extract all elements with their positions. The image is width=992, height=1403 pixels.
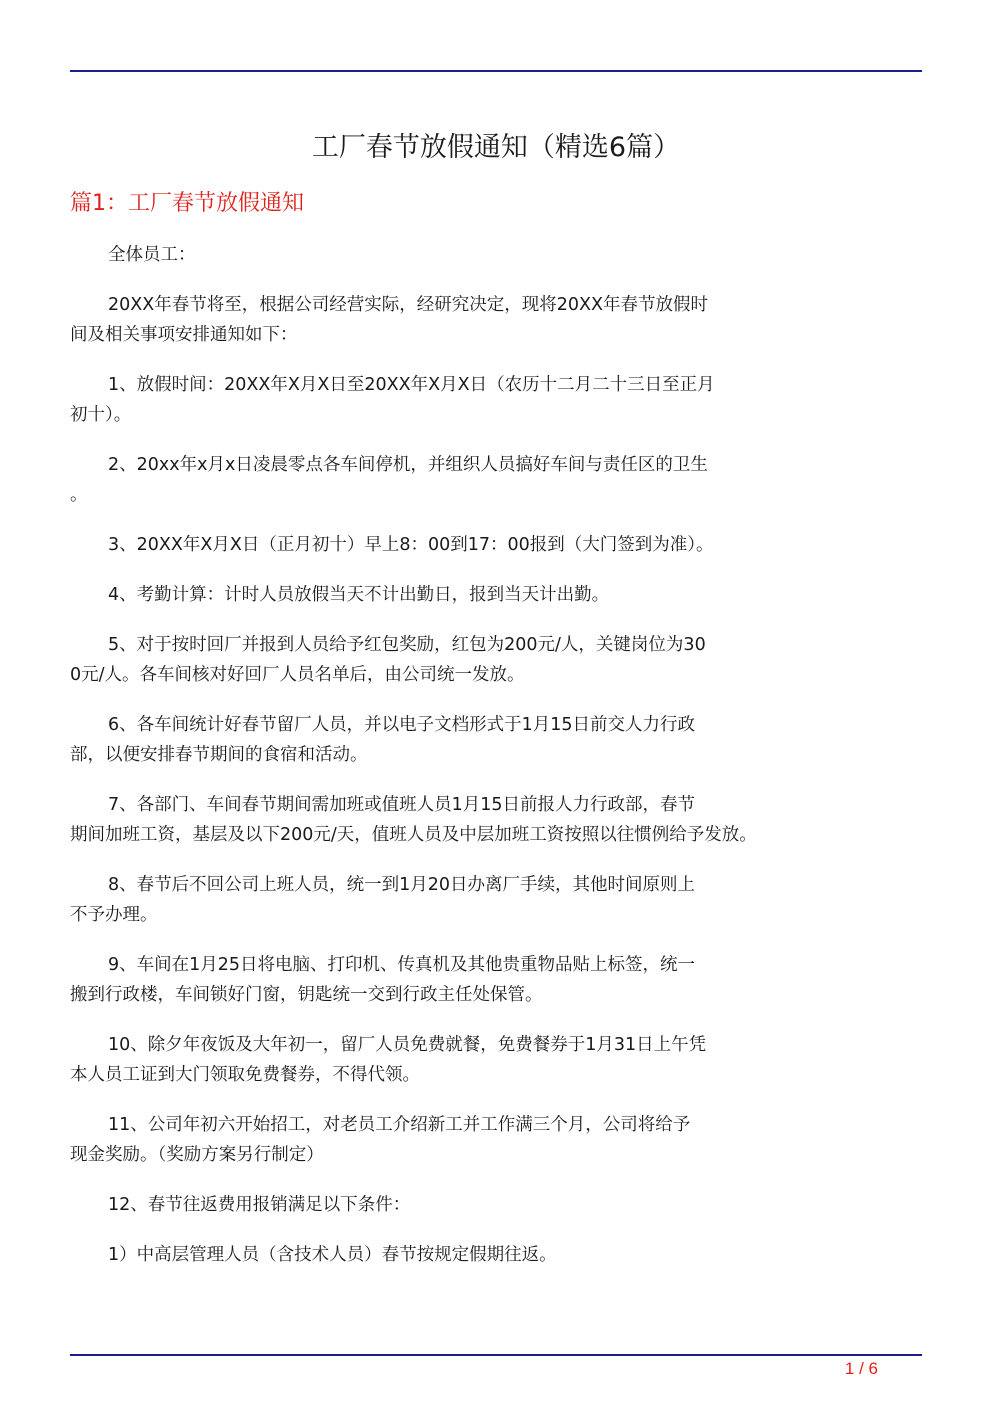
- paragraph-item-1: 1、放假时间：20XX年X月X日至20XX年X月X日（农历十二月二十三日至正月 初十）。: [70, 375, 715, 425]
- paragraph-item-10: 10、除夕年夜饭及大年初一，留厂人员免费就餐，免费餐券于1月31日上午凭 本人员工证到大门领取免费餐券，不得代领。: [70, 1035, 707, 1085]
- paragraph-item-3: 3、20XX年X月X日（正月初十）早上8：00到17：00报到（大门签到为准）。: [108, 535, 714, 555]
- paragraph-item-12: 12、春节往返费用报销满足以下条件：: [108, 1195, 411, 1215]
- paragraph-item-4: 4、考勤计算：计时人员放假当天不计出勤日，报到当天计出勤。: [108, 585, 610, 605]
- paragraph-item-2: 2、20xx年x月x日凌晨零点各车间停机，并组织人员搞好车间与责任区的卫生 。: [70, 455, 708, 505]
- paragraph-item-8: 8、春节后不回公司上班人员，统一到1月20日办离厂手续，其他时间原则上 不予办理。: [70, 875, 696, 925]
- paragraph-intro: 20XX年春节将至，根据公司经营实际，经研究决定，现将20XX年春节放假时 间及相关事项安排通知如下：: [70, 295, 708, 345]
- paragraph-item-9: 9、车间在1月25日将电脑、打印机、传真机及其他贵重物品贴上标签，统一 搬到行政楼，车间锁好门窗，钥匙统一交到行政主任处保管。: [70, 955, 696, 1005]
- paragraph-salutation: 全体员工：: [108, 245, 196, 265]
- page-number: 1 / 6: [844, 1359, 878, 1378]
- paragraph-item-6: 6、各车间统计好春节留厂人员，并以电子文档形式于1月15日前交人力行政 部，以便安排春节期间的食宿和活动。: [70, 715, 696, 765]
- header-rule: [70, 70, 922, 72]
- paragraph-item-7: 7、各部门、车间春节期间需加班或值班人员1月15日前报人力行政部，春节 期间加班工资，基层及以下200元/天，值班人员及中层加班工资按照以往惯例给予发放。: [70, 795, 757, 845]
- paragraph-item-5: 5、对于按时回厂并报到人员给予红包奖励，红包为200元/人，关键岗位为30 0元/人。各车间核对好回厂人员名单后，由公司统一发放。: [70, 635, 706, 685]
- paragraph-subitem-1: 1）中高层管理人员（含技术人员）春节按规定假期往返。: [108, 1245, 557, 1265]
- document-title: 工厂春节放假通知（精选6篇）: [311, 132, 681, 163]
- paragraph-item-11: 11、公司年初六开始招工，对老员工介绍新工并工作满三个月，公司将给予 现金奖励。（奖励方案另行制定）: [70, 1115, 691, 1165]
- section-heading: 篇1：工厂春节放假通知: [70, 191, 304, 216]
- document-body: [70, 240, 840, 1290]
- footer-rule: [70, 1354, 922, 1356]
